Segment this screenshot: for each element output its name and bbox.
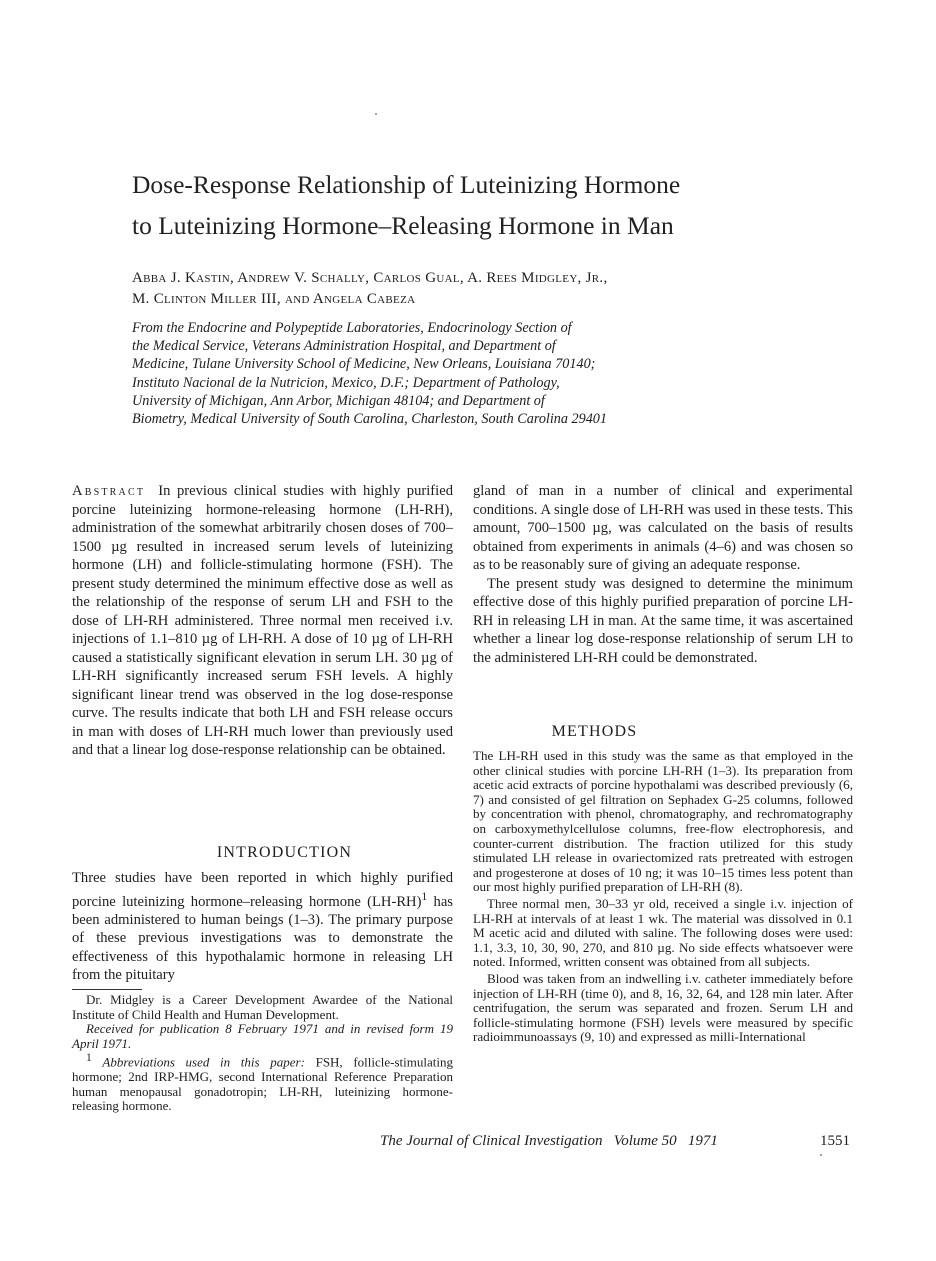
footnote-number: 1 (86, 1052, 92, 1065)
stray-mark (375, 113, 377, 115)
methods-text (473, 749, 853, 1045)
title-line-2: to Luteinizing Hormone–Releasing Hormone in Man (132, 211, 674, 240)
methods-heading: METHODS (551, 723, 638, 740)
methods-paragraph-1: The LH-RH used in this study was the same as that employed in the other clinical studies with porcine LH-RH (1–3). Its preparation from acetic acid extracts of porcine hypothalami was described previously (6, 7) and consisted of gel filtration on Sephadex G-25 columns, followed by concentration with phenol, chromatography, and rechromatography on carboxymethylcellulose columns, free-flow electrophoresis, and counter-current distribution. The fraction utilized for this study stimulated LH release in ovariectomized rats pretreated with estrogen and progesterone at doses of 10 ng; it was 10–15 times less potent than our most highly purified preparation of LH-RH (8). (473, 748, 853, 895)
methods-paragraph-2: Three normal men, 30–33 yr old, received a single i.v. injection of LH-RH at intervals of at least 1 wk. The material was dissolved in 0.1 M acetic acid and diluted with saline. The following doses were used: 1.1, 3.3, 10, 30, 90, 270, and 810 µg. No side effects whatsoever were noted. Informed, written consent was obtained from all subjects. (473, 895, 853, 970)
author-list (132, 268, 852, 310)
affiliation-line: the Medical Service, Veterans Administration Hospital, and Department of (132, 338, 556, 355)
authors-line-1: Abba J. Kastin, Andrew V. Schally, Carlos Gual, A. Rees Midgley, Jr., (132, 270, 608, 286)
affiliation-line: From the Endocrine and Polypeptide Laboratories, Endocrinology Section of (132, 320, 572, 336)
paper-title (132, 164, 852, 246)
affiliation-line: Biometry, Medical University of South Carolina, Charleston, South Carolina 29401 (132, 411, 607, 428)
intro-text-b: has been administered to human beings (1–3). The primary purpose of these previous investigations was to demonstrate the effectiveness of this hypothalamic hormone in releasing LH from the pituitary (72, 893, 453, 984)
footnote-midgley: Dr. Midgley is a Career Development Awardee of the National Institute of Child Health and Human Development. (72, 992, 453, 1022)
intro-text-a: Three studies have been reported in which highly purified porcine luteinizing hormone–releasing hormone (LH-RH) (72, 870, 453, 910)
abstract (72, 482, 453, 760)
abbrev-text: FSH, follicle-stimulating hormone; 2nd IRP-HMG, second International Reference Preparation human menopausal gonadotropin; LH-RH, luteinizing hormone-releasing hormone. (72, 1054, 453, 1114)
journal-year: 1971 (687, 1133, 718, 1149)
page-footer (380, 1133, 850, 1150)
intro-continued (473, 482, 853, 667)
page-number: 1551 (820, 1133, 850, 1149)
affiliation-line: Instituto Nacional de la Nutricion, Mexico, D.F.; Department of Pathology, (132, 374, 560, 391)
affiliation-line: Medicine, Tulane University School of Medicine, New Orleans, Louisiana 70140; (132, 356, 596, 373)
intro-paragraph-2: The present study was designed to determine the minimum effective dose of this highly purified preparation of porcine LH-RH in releasing LH in man. At the same time, it was ascertained whether a linear log dose-response relationship of serum LH to the administered LH-RH could be demonstrated. (473, 575, 853, 666)
introduction-heading: INTRODUCTION (216, 844, 353, 861)
introduction-text (72, 869, 453, 985)
affiliation (132, 319, 852, 428)
abstract-text: In previous clinical studies with highly purified porcine luteinizing hormone-releasing hormone (LH-RH), administration of the somewhat arbitrarily chosen doses of 700–1500 µg resulted in increased serum levels of luteinizing hormone (LH) and follicle-stimulating hormone (FSH). The present study determined the minimum effective dose as well as the relationship of the response of serum LH and FSH to the dose of LH-RH administered. Three normal men received i.v. injections of 1.1–810 µg of LH-RH. A dose of 10 µg of LH-RH caused a statistically significant elevation in serum LH. 30 µg of LH-RH significantly increased serum FSH levels. A highly significant linear trend was observed in the log dose-response curve. The results indicate that both LH and FSH release occurs in man with doses of LH-RH much lower than previously used and that a linear log dose-response relationship can be obtained. (72, 483, 453, 758)
intro-continued-paragraph: gland of man in a number of clinical and experimental conditions. A single dose of LH-RH was used in these tests. This amount, 700–1500 µg, was calculated on the basis of results obtained from experiments in animals (4–6) and was chosen so as to be reasonably sure of giving an adequate response. (473, 483, 853, 573)
footnotes (72, 993, 453, 1114)
title-line-1: Dose-Response Relationship of Luteinizing Hormone (132, 170, 681, 199)
journal-volume: Volume 50 (613, 1133, 677, 1149)
journal-name: The Journal of Clinical Investigation (380, 1133, 603, 1149)
stray-mark (820, 1154, 822, 1156)
affiliation-line: University of Michigan, Ann Arbor, Michigan 48104; and Department of (132, 392, 545, 409)
footnote-abbreviations (72, 1051, 453, 1114)
authors-line-2: M. Clinton Miller III, and Angela Cabeza (132, 291, 416, 307)
methods-paragraph-3: Blood was taken from an indwelling i.v. catheter immediately before injection of LH-RH (time 0), and 8, 16, 32, 64, and 128 min later. After centrifugation, the serum was separated and frozen. Serum LH and follicle-stimulating hormone (FSH) levels were measured by specific radioimmunoassays (9, 10) and expressed as milli-International (473, 970, 853, 1045)
footnote-received: Received for publication 8 February 1971 and in revised form 19 April 1971. (72, 1021, 453, 1051)
abbrev-label: Abbreviations used in this paper: (102, 1054, 305, 1070)
footnote-marker: 1 (421, 890, 428, 903)
footnote-divider (72, 989, 142, 990)
abstract-label: Abstract (72, 483, 146, 499)
